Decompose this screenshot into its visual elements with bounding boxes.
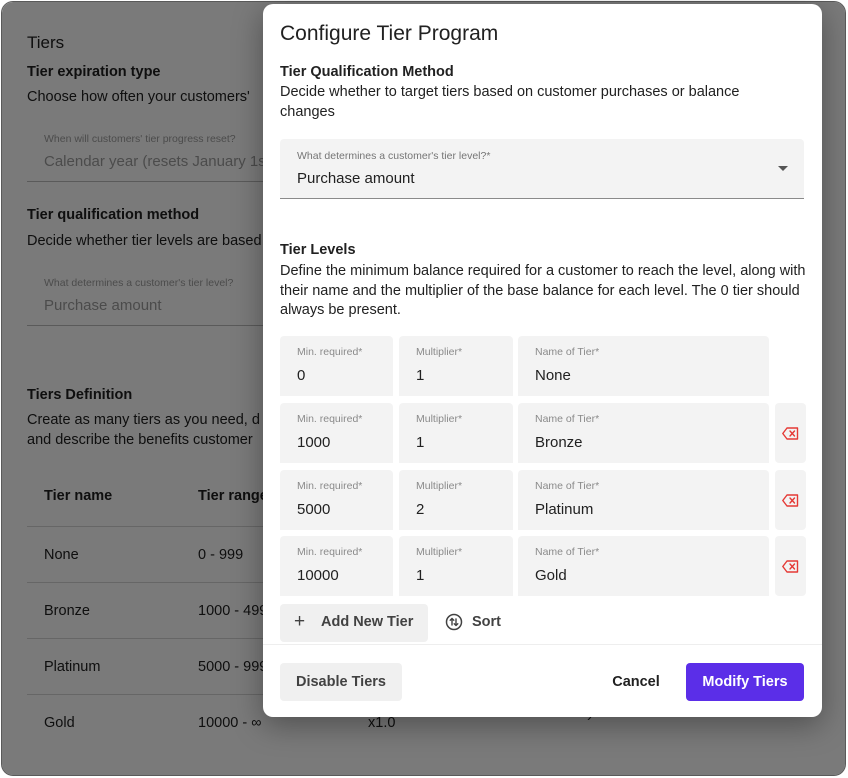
qualification-method-heading: Tier Qualification Method bbox=[280, 64, 454, 80]
min-required-field[interactable] bbox=[280, 336, 393, 396]
multiplier-label: Multiplier* bbox=[416, 546, 463, 558]
tier-name-label: Name of Tier* bbox=[535, 413, 600, 425]
tier-name-value: Gold bbox=[535, 567, 567, 584]
multiplier-value: 1 bbox=[416, 567, 425, 584]
multiplier-label: Multiplier* bbox=[416, 413, 463, 425]
tier-name-field[interactable] bbox=[518, 403, 769, 463]
min-required-label: Min. required* bbox=[297, 346, 363, 358]
tier-levels-description: Define the minimum balance required for a customer to reach the level, along with their name and the multiplier of the base balance for each level. The 0 tier should always be present. bbox=[280, 263, 806, 318]
sort-label: Sort bbox=[472, 614, 501, 630]
tier-levels-heading: Tier Levels bbox=[280, 242, 356, 258]
add-new-tier-button[interactable] bbox=[280, 604, 428, 642]
modify-tiers-button[interactable]: Modify Tiers bbox=[686, 663, 804, 701]
sort-icon bbox=[445, 613, 463, 631]
delete-tier-button[interactable] bbox=[775, 403, 806, 463]
dialog-divider bbox=[263, 644, 822, 645]
sort-button[interactable] bbox=[445, 604, 515, 642]
min-required-field[interactable] bbox=[280, 403, 393, 463]
qualification-method-description: Decide whether to target tiers based on customer purchases or balance changes bbox=[280, 84, 740, 120]
tier-name-label: Name of Tier* bbox=[535, 480, 600, 492]
multiplier-field[interactable] bbox=[399, 403, 513, 463]
min-required-field[interactable] bbox=[280, 470, 393, 530]
select-value: Purchase amount bbox=[297, 170, 415, 187]
min-required-value: 0 bbox=[297, 367, 306, 384]
backspace-icon bbox=[782, 494, 799, 507]
min-required-label: Min. required* bbox=[297, 546, 363, 558]
caret-down-icon bbox=[778, 166, 788, 171]
tier-name-label: Name of Tier* bbox=[535, 346, 600, 358]
multiplier-label: Multiplier* bbox=[416, 480, 463, 492]
tier-name-value: Platinum bbox=[535, 501, 594, 518]
backspace-icon bbox=[782, 560, 799, 573]
multiplier-value: 2 bbox=[416, 501, 425, 518]
min-required-field[interactable] bbox=[280, 536, 393, 596]
disable-tiers-button[interactable]: Disable Tiers bbox=[280, 663, 402, 701]
backspace-icon bbox=[782, 427, 799, 440]
configure-tier-dialog bbox=[263, 4, 822, 717]
multiplier-value: 1 bbox=[416, 434, 425, 451]
tier-name-value: Bronze bbox=[535, 434, 583, 451]
cancel-button[interactable]: Cancel bbox=[612, 674, 660, 690]
dialog-title: Configure Tier Program bbox=[280, 22, 499, 45]
multiplier-label: Multiplier* bbox=[416, 346, 463, 358]
tier-name-field[interactable] bbox=[518, 336, 769, 396]
delete-tier-button[interactable] bbox=[775, 470, 806, 530]
select-label: What determines a customer's tier level?* bbox=[297, 150, 491, 162]
min-required-label: Min. required* bbox=[297, 480, 363, 492]
tier-name-value: None bbox=[535, 367, 571, 384]
multiplier-field[interactable] bbox=[399, 470, 513, 530]
tier-level-determinant-select[interactable] bbox=[280, 139, 804, 199]
tier-name-field[interactable] bbox=[518, 470, 769, 530]
min-required-value: 1000 bbox=[297, 434, 331, 451]
min-required-value: 10000 bbox=[297, 567, 339, 584]
tier-name-label: Name of Tier* bbox=[535, 546, 600, 558]
plus-icon: + bbox=[294, 611, 306, 632]
min-required-value: 5000 bbox=[297, 501, 331, 518]
multiplier-value: 1 bbox=[416, 367, 425, 384]
tier-name-field[interactable] bbox=[518, 536, 769, 596]
multiplier-field[interactable] bbox=[399, 336, 513, 396]
multiplier-field[interactable] bbox=[399, 536, 513, 596]
add-new-tier-label: Add New Tier bbox=[321, 614, 414, 630]
min-required-label: Min. required* bbox=[297, 413, 363, 425]
delete-tier-button[interactable] bbox=[775, 536, 806, 596]
